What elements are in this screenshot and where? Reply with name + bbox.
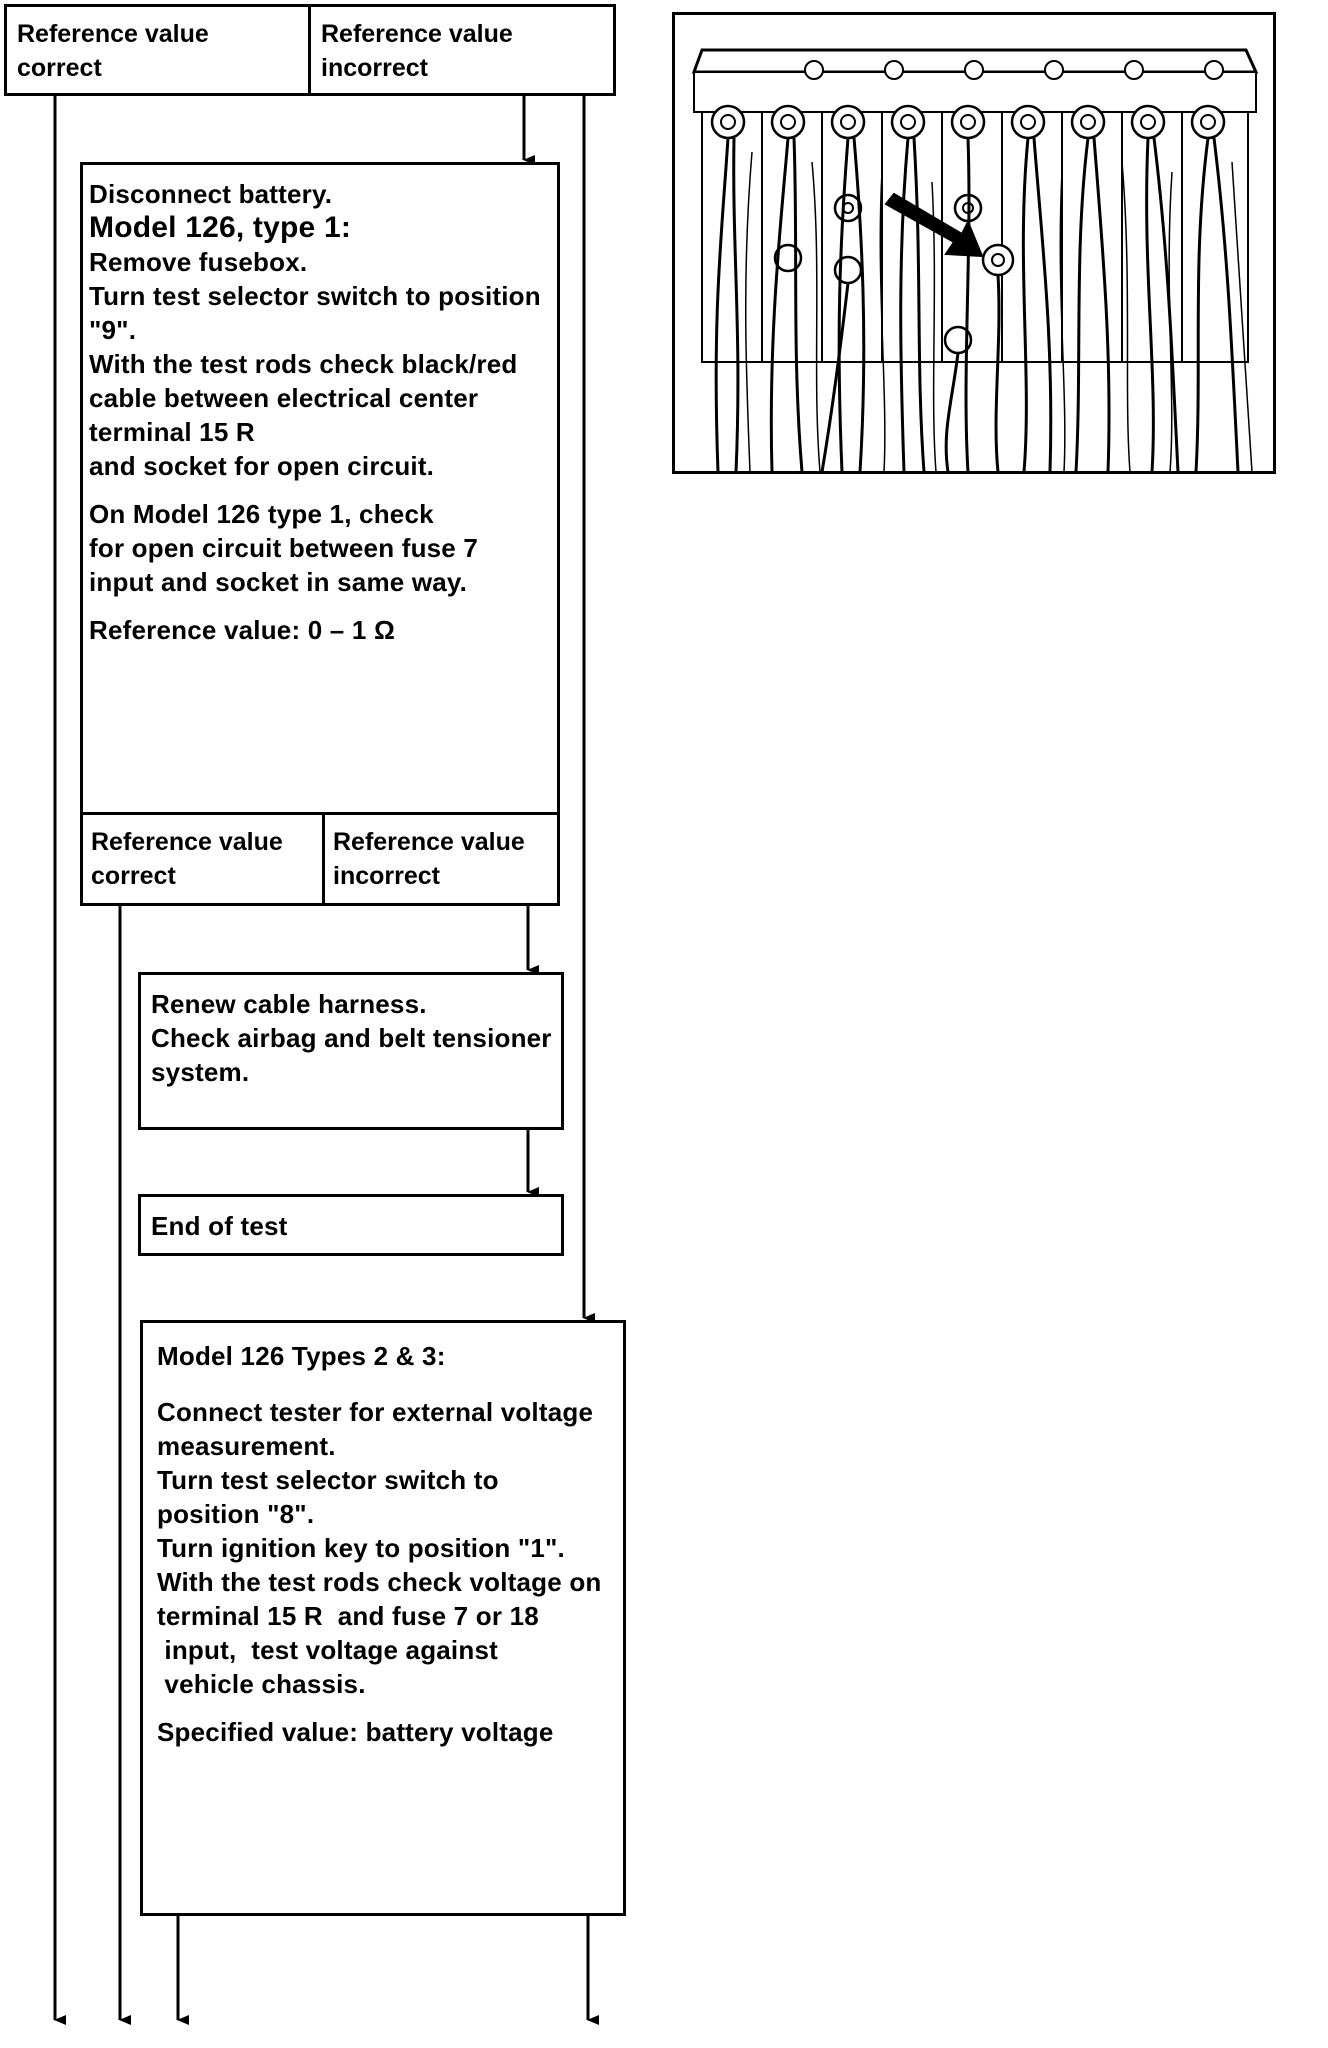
end-of-test-text: End of test xyxy=(151,1211,288,1241)
disconnect-line: Remove fusebox. xyxy=(89,247,308,277)
types23-line: Connect tester for external voltage xyxy=(157,1397,594,1427)
specified-value-text: Specified value: battery voltage xyxy=(157,1717,554,1747)
top-incorrect-line1: Reference value xyxy=(321,20,513,48)
disconnect-line: and socket for open circuit. xyxy=(89,451,435,481)
model126-type1-heading: Model 126, type 1: xyxy=(89,211,352,244)
types23-line: Turn ignition key to position "1". xyxy=(157,1533,565,1563)
types23-line: terminal 15 R and fuse 7 or 18 xyxy=(157,1601,539,1631)
renew-line: Renew cable harness. xyxy=(151,989,427,1019)
disconnect-line: cable between electrical center xyxy=(89,383,479,413)
top-correct-line1: Reference value xyxy=(17,20,209,48)
types23-heading: Model 126 Types 2 & 3: xyxy=(157,1341,446,1371)
note-line: On Model 126 type 1, check xyxy=(89,499,434,529)
types23-line: position "8". xyxy=(157,1499,315,1529)
fusebox-photo xyxy=(672,12,1276,474)
top-correct-line2: correct xyxy=(17,54,102,82)
step-end-box xyxy=(138,1194,564,1256)
second-correct-line1: Reference value xyxy=(91,828,283,856)
disconnect-line: "9". xyxy=(89,315,137,345)
top-incorrect-line2: incorrect xyxy=(321,54,428,82)
second-branch-table xyxy=(80,812,560,906)
reference-value-text: Reference value: 0 – 1 Ω xyxy=(89,615,396,645)
second-correct-cell xyxy=(83,815,325,903)
second-correct-line2: correct xyxy=(91,862,176,890)
second-incorrect-cell xyxy=(325,815,557,903)
top-incorrect-cell xyxy=(311,7,613,93)
note-line: input and socket in same way. xyxy=(89,567,468,597)
step-disconnect-box xyxy=(80,162,560,906)
step-renew-box xyxy=(138,972,564,1130)
types23-line: input, test voltage against xyxy=(157,1635,498,1665)
step-renew-text xyxy=(151,987,552,1089)
renew-line: system. xyxy=(151,1057,250,1087)
top-branch-table xyxy=(4,4,616,96)
disconnect-line: terminal 15 R xyxy=(89,417,255,447)
top-correct-cell xyxy=(7,7,311,93)
types23-line: Turn test selector switch to xyxy=(157,1465,499,1495)
second-incorrect-line1: Reference value xyxy=(333,828,525,856)
step-types23-box xyxy=(140,1320,626,1916)
step-types23-text xyxy=(157,1339,623,1749)
types23-line: With the test rods check voltage on xyxy=(157,1567,602,1597)
second-incorrect-line2: incorrect xyxy=(333,862,440,890)
note-line: for open circuit between fuse 7 xyxy=(89,533,479,563)
disconnect-line: With the test rods check black/red xyxy=(89,349,518,379)
types23-line: measurement. xyxy=(157,1431,336,1461)
types23-line: vehicle chassis. xyxy=(157,1669,366,1699)
step-disconnect-text xyxy=(89,177,555,647)
renew-line: Check airbag and belt tensioner xyxy=(151,1023,552,1053)
disconnect-line: Turn test selector switch to position xyxy=(89,281,541,311)
disconnect-intro: Disconnect battery. xyxy=(89,179,333,209)
